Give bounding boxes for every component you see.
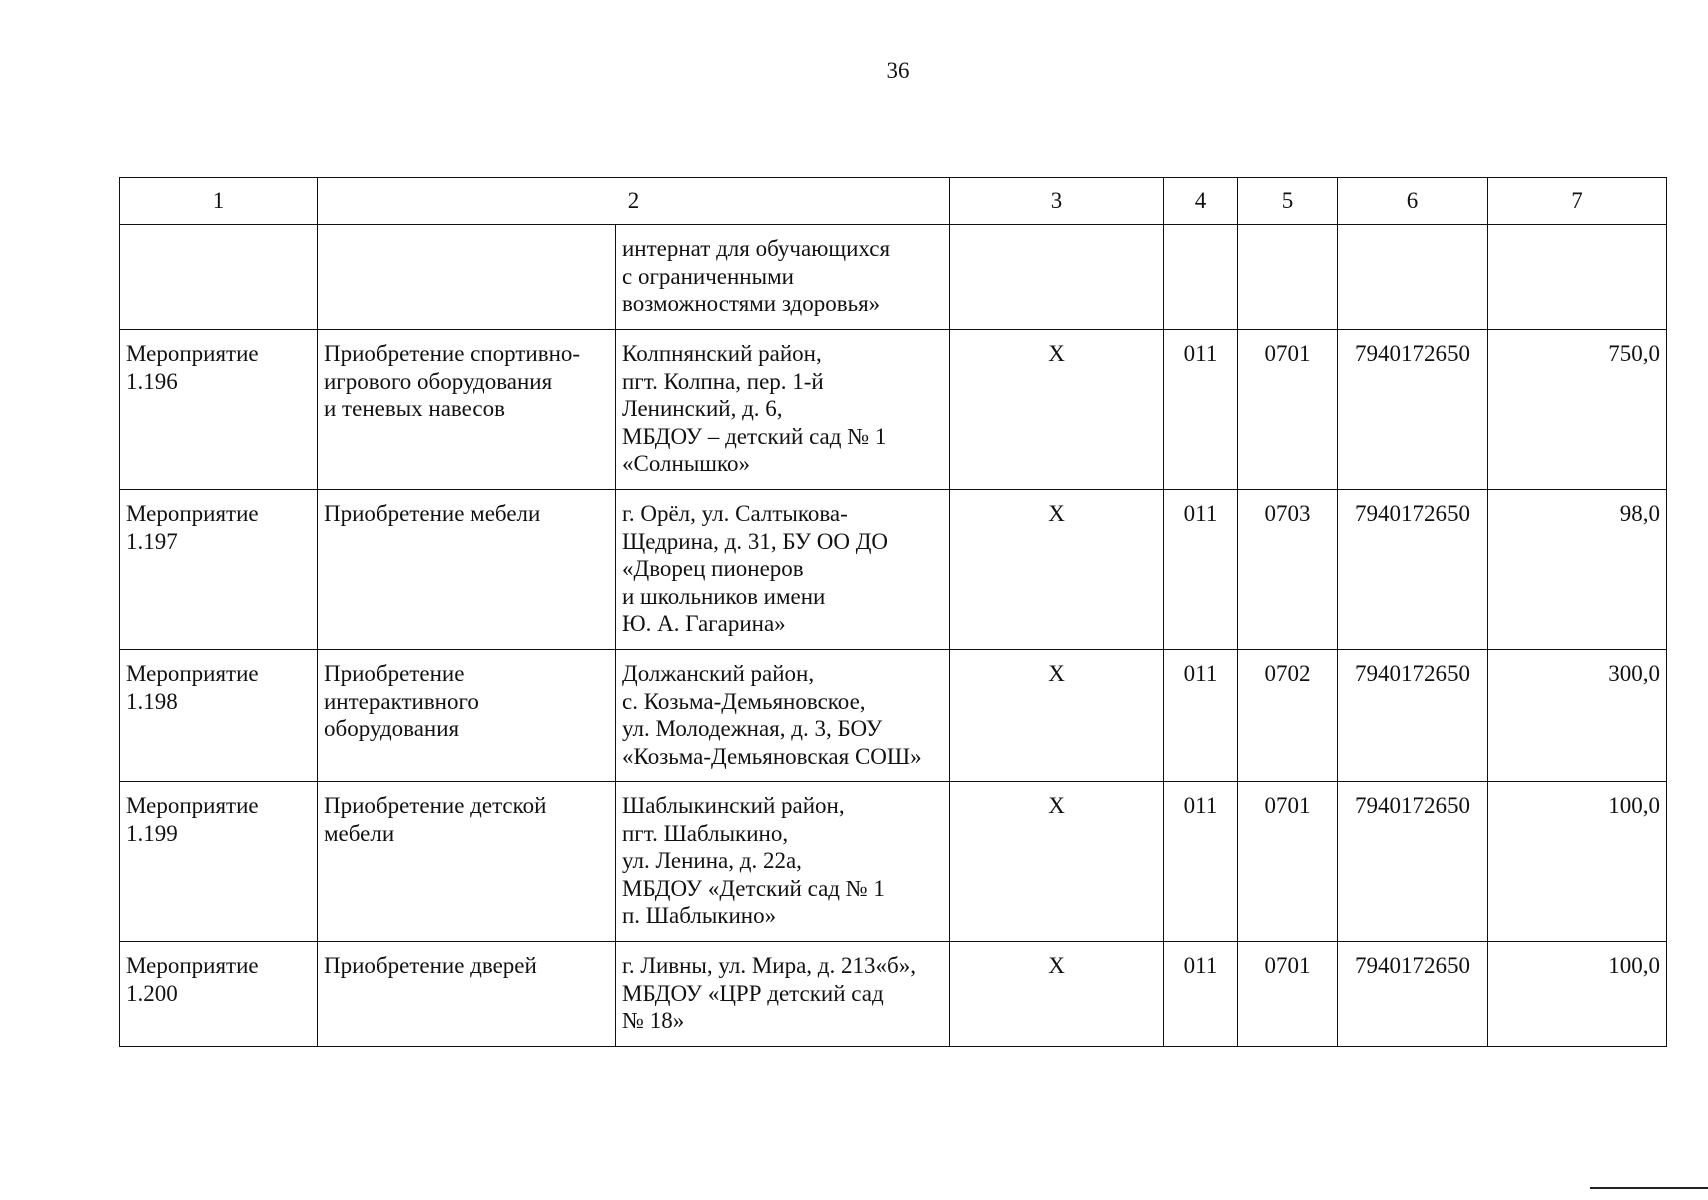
cell-col4: 011 — [1164, 782, 1238, 942]
cell-col5: 0701 — [1238, 942, 1338, 1047]
cell-col6: 7940172650 — [1338, 942, 1488, 1047]
table-row — [120, 942, 1667, 1047]
cell-col5: 0703 — [1238, 490, 1338, 650]
table-row — [120, 490, 1667, 650]
cell-address: Должанский район, с. Козьма-Демьяновское, ул. Молодежная, д. 3, БОУ «Козьма-Демьяновская СОШ» — [616, 650, 950, 782]
header-col-4: 4 — [1164, 178, 1238, 225]
header-col-6: 6 — [1338, 178, 1488, 225]
cell-col5: 0701 — [1238, 782, 1338, 942]
cell-address: Колпнянский район, пгт. Колпна, пер. 1-й Ленинский, д. 6, МБДОУ – детский сад № 1 «Солнышко» — [616, 330, 950, 490]
cell-col7: 100,0 — [1488, 942, 1667, 1047]
cell-description: Приобретение дверей — [318, 942, 616, 1047]
table-row — [120, 330, 1667, 490]
table-row — [120, 650, 1667, 782]
cell-col6 — [1338, 225, 1488, 330]
cell-name — [120, 225, 318, 330]
cell-col3: Х — [950, 330, 1164, 490]
cell-col7: 100,0 — [1488, 782, 1667, 942]
page-number: 36 — [886, 58, 910, 83]
cell-col7 — [1488, 225, 1667, 330]
cell-name: Мероприятие 1.196 — [120, 330, 318, 490]
cell-col6: 7940172650 — [1338, 782, 1488, 942]
cell-col5 — [1238, 225, 1338, 330]
cell-description: Приобретение интерактивного оборудования — [318, 650, 616, 782]
cell-description: Приобретение мебели — [318, 490, 616, 650]
cell-col4: 011 — [1164, 650, 1238, 782]
cell-name: Мероприятие 1.198 — [120, 650, 318, 782]
cell-col4 — [1164, 225, 1238, 330]
cell-col4: 011 — [1164, 942, 1238, 1047]
table-row-continuation — [120, 225, 1667, 330]
cell-col3: Х — [950, 650, 1164, 782]
header-col-3: 3 — [950, 178, 1164, 225]
cell-col6: 7940172650 — [1338, 330, 1488, 490]
cell-name: Мероприятие 1.200 — [120, 942, 318, 1047]
cell-col7: 300,0 — [1488, 650, 1667, 782]
cell-description: Приобретение спортивно- игрового оборудования и теневых навесов — [318, 330, 616, 490]
cell-col3: Х — [950, 942, 1164, 1047]
header-col-7: 7 — [1488, 178, 1667, 225]
cell-col3: Х — [950, 782, 1164, 942]
cell-name: Мероприятие 1.197 — [120, 490, 318, 650]
cell-col7: 750,0 — [1488, 330, 1667, 490]
cell-col4: 011 — [1164, 490, 1238, 650]
margin-rule — [1590, 1187, 1708, 1189]
cell-col4: 011 — [1164, 330, 1238, 490]
budget-table — [119, 177, 1667, 1047]
header-col-5: 5 — [1238, 178, 1338, 225]
header-col-1: 1 — [120, 178, 318, 225]
cell-col5: 0702 — [1238, 650, 1338, 782]
cell-address: г. Ливны, ул. Мира, д. 213«б», МБДОУ «ЦРР детский сад № 18» — [616, 942, 950, 1047]
header-col-2: 2 — [318, 178, 950, 225]
cell-address: г. Орёл, ул. Салтыкова- Щедрина, д. 31, БУ ОО ДО «Дворец пионеров и школьников имени Ю. А. Гагарина» — [616, 490, 950, 650]
cell-description: Приобретение детской мебели — [318, 782, 616, 942]
cell-name: Мероприятие 1.199 — [120, 782, 318, 942]
cell-description — [318, 225, 616, 330]
cell-col6: 7940172650 — [1338, 490, 1488, 650]
cell-col5: 0701 — [1238, 330, 1338, 490]
cell-col3: Х — [950, 490, 1164, 650]
cell-address: интернат для обучающихся с ограниченными возможностями здоровья» — [616, 225, 950, 330]
table-row — [120, 782, 1667, 942]
header-row — [120, 178, 1667, 225]
cell-col6: 7940172650 — [1338, 650, 1488, 782]
cell-address: Шаблыкинский район, пгт. Шаблыкино, ул. Ленина, д. 22а, МБДОУ «Детский сад № 1 п. Шаблыкино» — [616, 782, 950, 942]
cell-col7: 98,0 — [1488, 490, 1667, 650]
cell-col3 — [950, 225, 1164, 330]
